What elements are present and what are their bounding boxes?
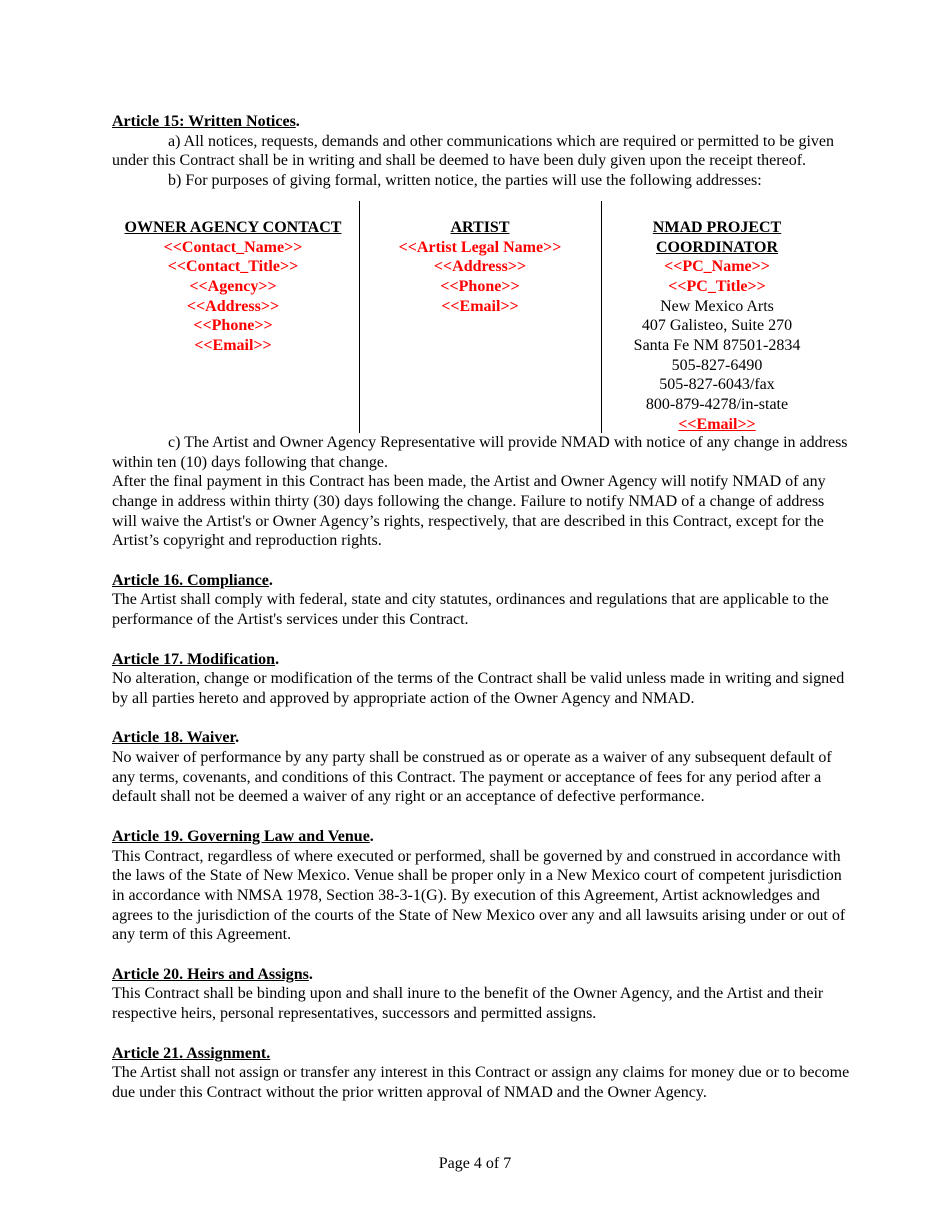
- article-21-heading: Article 21. Assignment.: [112, 1044, 271, 1062]
- nmad-project-coordinator-column: [606, 218, 828, 435]
- contact-title-field: <<Contact_Title>>: [167, 258, 299, 276]
- nmad-fax: 505-827-6043/fax: [659, 376, 775, 394]
- article-15-heading: Article 15: Written Notices.: [112, 113, 300, 130]
- document-page: [112, 112, 852, 1103]
- article-17-heading: Article 17. Modification.: [112, 650, 280, 668]
- owner-agency-contact-column: [112, 218, 354, 356]
- article-15-para-c: c) The Artist and Owner Agency Representative will provide NMAD with notice of any change in address within ten (10) days following that change.: [112, 433, 848, 471]
- page-number: Page 4 of 7: [438, 1155, 512, 1172]
- article-15-para-a: a) All notices, requests, demands and other communications which are required or permitted to be given under this Contract shall be in writing and shall be deemed to have been duly given upon the receipt thereof.: [112, 132, 835, 170]
- nmad-phone: 505-827-6490: [671, 356, 763, 374]
- pc-title-field: <<PC_Title>>: [668, 277, 766, 295]
- owner-agency-contact-title: OWNER AGENCY CONTACT: [124, 218, 342, 236]
- article-19-text: This Contract, regardless of where executed or performed, shall be governed by and construed in accordance with the laws of the State of New Mexico. Venue shall be proper only in a New Mexico court of competent jurisdiction in accordance with NMSA 1978, Section 38-3-1(G). By execution of this Agreement, Artist acknowledges and agrees to the jurisdiction of the courts of the State of New Mexico over any and all lawsuits arising under or out of any term of this Agreement.: [112, 847, 846, 944]
- nmad-address-line: 407 Galisteo, Suite 270: [641, 317, 793, 335]
- nmad-address-line: New Mexico Arts: [660, 297, 774, 315]
- address-field: <<Address>>: [186, 297, 280, 315]
- email-field: <<Email>>: [194, 337, 272, 355]
- artist-phone-field: <<Phone>>: [440, 277, 520, 295]
- article-20-heading: Article 20. Heirs and Assigns.: [112, 965, 313, 983]
- artist-column: [364, 218, 596, 317]
- article-18-text: No waiver of performance by any party shall be construed as or operate as a waiver of any subsequent default of any terms, covenants, and conditions of this Contract. The payment or acceptance of fees for any period after a default shall not be deemed a waiver of any right or an acceptance of defective performance.: [112, 749, 832, 806]
- column-divider: [359, 201, 360, 433]
- nmad-title-line-2: COORDINATOR: [655, 238, 779, 256]
- contact-name-field: <<Contact_Name>>: [163, 238, 303, 256]
- contact-address-table: [112, 201, 852, 433]
- article-18-heading: Article 18. Waiver.: [112, 729, 240, 747]
- nmad-title-line-1: NMAD PROJECT: [652, 218, 782, 236]
- column-divider: [601, 201, 602, 433]
- agency-field: <<Agency>>: [189, 277, 277, 295]
- article-15-para-b: b) For purposes of giving formal, written notice, the parties will use the following addresses:: [168, 172, 762, 190]
- phone-field: <<Phone>>: [193, 317, 273, 335]
- artist-legal-name-field: <<Artist Legal Name>>: [398, 238, 562, 256]
- artist-email-field: <<Email>>: [441, 297, 519, 315]
- nmad-address-line: Santa Fe NM 87501-2834: [633, 337, 801, 355]
- nmad-email-field: <<Email>>: [678, 415, 756, 433]
- article-15-para-after: After the final payment in this Contract has been made, the Artist and Owner Agency will notify NMAD of any change in address within thirty (30) days following the change. Failure to notify NMAD of a change of address will waive the Artist's or Owner Agency’s rights, respectively, that are described in this Contract, except for the Artist’s copyright and reproduction rights.: [112, 473, 826, 550]
- article-16-text: The Artist shall comply with federal, state and city statutes, ordinances and regulations that are applicable to the performance of the Artist's services under this Contract.: [112, 591, 829, 629]
- artist-address-field: <<Address>>: [433, 258, 527, 276]
- article-17-text: No alteration, change or modification of the terms of the Contract shall be valid unless made in writing and signed by all parties hereto and approved by appropriate action of the Owner Agency and NMAD.: [112, 670, 845, 707]
- nmad-instate-phone: 800-879-4278/in-state: [645, 396, 789, 414]
- article-16-heading: Article 16. Compliance.: [112, 571, 273, 589]
- article-21-text: The Artist shall not assign or transfer any interest in this Contract or assign any claims for money due or to become due under this Contract without the prior written approval of NMAD and the Owner Agency.: [112, 1064, 850, 1101]
- article-19-heading: Article 19. Governing Law and Venue.: [112, 827, 374, 845]
- artist-title: ARTIST: [450, 218, 510, 236]
- pc-name-field: <<PC_Name>>: [664, 258, 770, 276]
- article-20-text: This Contract shall be binding upon and shall inure to the benefit of the Owner Agency, and the Artist and their respective heirs, personal representatives, successors and permitted assigns.: [112, 985, 824, 1023]
